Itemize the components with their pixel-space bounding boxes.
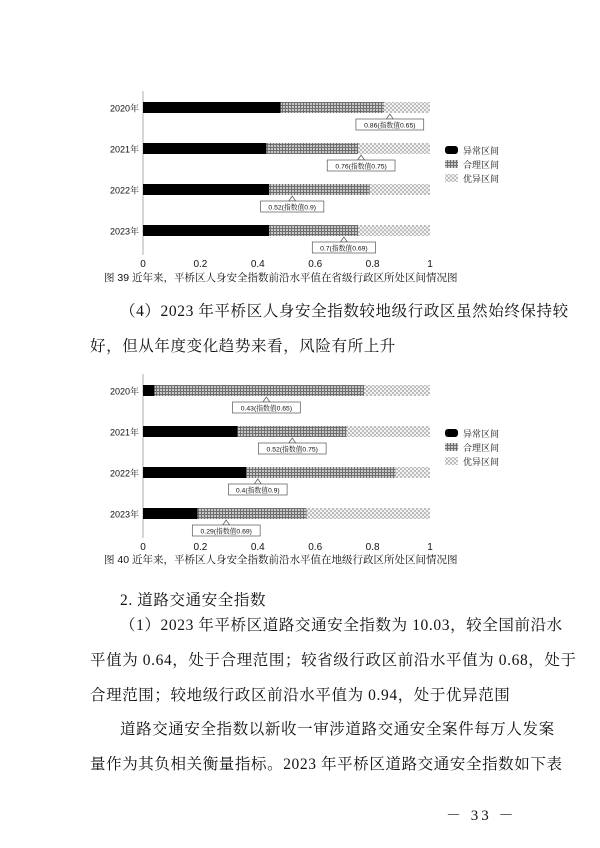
bar-segment-excellent — [396, 467, 430, 478]
x-tick-label: 1 — [427, 542, 433, 553]
bar-segment-abnormal — [143, 143, 266, 154]
legend-label: 合理区间 — [463, 443, 500, 453]
chart-fig40-svg — [100, 368, 500, 553]
annotation-label: 0.52(指数值0.75) — [266, 446, 318, 454]
x-tick-label: 0.8 — [365, 542, 380, 553]
legend-label: 合理区间 — [463, 160, 500, 170]
bar-segment-abnormal — [143, 385, 154, 396]
paragraph-2-line1: 道路交通安全指数以新收一审涉道路交通安全案件每万人发案 — [120, 721, 555, 738]
category-label: 2022年 — [109, 468, 139, 479]
bar-segment-reasonable — [154, 385, 364, 396]
bar-segment-reasonable — [269, 225, 358, 236]
annotation-callout — [192, 520, 260, 536]
annotation-label: 0.86(指数值0.65) — [364, 122, 416, 130]
legend-label: 异常区间 — [463, 146, 500, 156]
x-tick-label: 0.6 — [308, 542, 323, 553]
annotation-label: 0.29(指数值0.69) — [200, 528, 252, 536]
bar-segment-excellent — [307, 508, 430, 519]
bar-segment-abnormal — [143, 184, 269, 195]
bar-segment-reasonable — [266, 143, 358, 154]
bar-segment-excellent — [358, 225, 430, 236]
annotation-callout — [233, 397, 301, 413]
legend-label: 异常区间 — [463, 429, 500, 439]
page-number: － 33 － — [446, 808, 517, 824]
x-tick-label: 0 — [140, 542, 146, 553]
bar-segment-excellent — [370, 184, 430, 195]
bar-segment-abnormal — [143, 467, 246, 478]
x-tick-label: 0.4 — [250, 259, 265, 270]
category-label: 2023年 — [109, 509, 139, 520]
bar-segment-reasonable — [281, 102, 384, 113]
annotation-callout — [261, 196, 324, 212]
annotation-callout — [327, 155, 395, 171]
category-label: 2022年 — [109, 185, 139, 196]
paragraph-2-line2: 量作为其负相关衡量指标。2023 年平桥区道路交通安全指数如下表 — [90, 756, 563, 773]
bar-segment-excellent — [364, 385, 430, 396]
figure-40-caption: 图 40 近年来，平桥区人身安全指数前沿水平值在地级行政区所处区间情况图 — [104, 554, 458, 566]
legend-swatch — [445, 429, 458, 437]
bar-segment-excellent — [358, 143, 430, 154]
bar-segment-abnormal — [143, 508, 198, 519]
paragraph-1-line1: （1）2023 年平桥区道路交通安全指数为 10.03，较全国前沿水 — [120, 617, 563, 634]
paragraph-2 — [90, 712, 563, 782]
bar-segment-excellent — [384, 102, 430, 113]
annotation-label: 0.76(指数值0.75) — [335, 163, 387, 171]
x-tick-label: 0 — [140, 259, 146, 270]
category-label: 2020年 — [109, 103, 139, 114]
x-tick-label: 0.2 — [193, 259, 208, 270]
category-label: 2020年 — [109, 386, 139, 397]
section-heading: 2. 道路交通安全指数 — [120, 592, 267, 609]
paragraph-1-line3: 合理范围；较地级行政区前沿水平值为 0.94，处于优异范围 — [90, 687, 511, 704]
legend-swatch — [445, 160, 458, 168]
bar-segment-reasonable — [246, 467, 395, 478]
annotation-label: 0.52(指数值0.9) — [268, 204, 317, 212]
paragraph-4 — [90, 294, 569, 364]
paragraph-4-line1: （4）2023 年平桥区人身安全指数较地级行政区虽然始终保持较 — [120, 303, 569, 320]
legend-swatch — [445, 443, 458, 451]
chart-fig39-svg — [100, 85, 500, 270]
x-tick-label: 1 — [427, 259, 433, 270]
bar-segment-excellent — [347, 426, 430, 437]
legend-label: 优异区间 — [463, 457, 500, 467]
annotation-callout — [229, 479, 288, 495]
annotation-callout — [258, 438, 326, 454]
category-label: 2023年 — [109, 226, 139, 237]
figure-39-caption: 图 39 近年来，平桥区人身安全指数前沿水平值在省级行政区所处区间情况图 — [104, 272, 458, 284]
annotation-callout — [356, 114, 424, 130]
annotation-label: 0.4(指数值0.9) — [235, 487, 280, 495]
annotation-callout — [312, 237, 375, 253]
annotation-label: 0.43(指数值0.65) — [240, 405, 293, 413]
legend-label: 优异区间 — [463, 174, 500, 184]
bar-segment-abnormal — [143, 225, 269, 236]
paragraph-1-line2: 平值为 0.64，处于合理范围；较省级行政区前沿水平值为 0.68，处于 — [90, 652, 577, 669]
bar-segment-abnormal — [143, 102, 281, 113]
x-tick-label: 0.8 — [365, 259, 380, 270]
category-label: 2021年 — [109, 144, 139, 155]
paragraph-1 — [90, 608, 577, 713]
chart-fig40 — [100, 368, 500, 553]
annotation-label: 0.7(指数值0.69) — [320, 245, 368, 253]
legend-swatch — [445, 146, 458, 154]
x-tick-label: 0.4 — [250, 542, 265, 553]
paragraph-4-line2: 好，但从年度变化趋势来看，风险有所上升 — [90, 338, 396, 355]
bar-segment-reasonable — [238, 426, 347, 437]
category-label: 2021年 — [109, 427, 139, 438]
chart-fig39 — [100, 85, 500, 270]
legend-swatch — [445, 457, 458, 465]
x-tick-label: 0.6 — [308, 259, 323, 270]
bar-segment-reasonable — [269, 184, 369, 195]
legend-swatch — [445, 174, 458, 182]
bar-segment-reasonable — [198, 508, 307, 519]
bar-segment-abnormal — [143, 426, 238, 437]
x-tick-label: 0.2 — [193, 542, 208, 553]
